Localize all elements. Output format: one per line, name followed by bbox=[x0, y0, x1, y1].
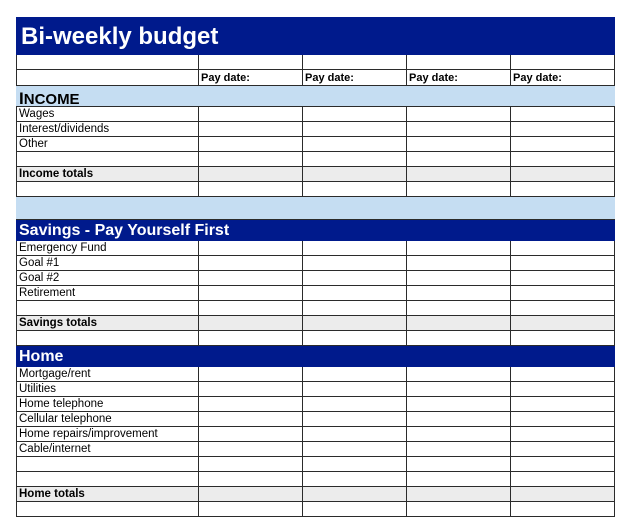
cell[interactable] bbox=[303, 107, 407, 122]
pay-date-header-1: Pay date: bbox=[199, 70, 303, 86]
cell[interactable] bbox=[511, 241, 615, 256]
cell[interactable] bbox=[511, 397, 615, 412]
cell[interactable] bbox=[407, 167, 511, 182]
cell[interactable] bbox=[511, 412, 615, 427]
savings-row bbox=[17, 286, 615, 301]
income-heading-initial: I bbox=[19, 89, 24, 107]
cell[interactable] bbox=[511, 182, 615, 197]
header-label-cell bbox=[17, 70, 199, 86]
income-totals-label: Income totals bbox=[17, 167, 199, 182]
cell[interactable] bbox=[199, 55, 303, 70]
home-totals-label: Home totals bbox=[17, 487, 199, 502]
cell[interactable] bbox=[17, 182, 199, 197]
blank-row bbox=[17, 55, 615, 70]
cell[interactable] bbox=[199, 167, 303, 182]
savings-totals-row bbox=[17, 316, 615, 331]
income-row bbox=[17, 137, 615, 152]
income-heading bbox=[17, 86, 615, 107]
cell[interactable] bbox=[17, 502, 199, 517]
cell[interactable] bbox=[303, 167, 407, 182]
title-row bbox=[17, 18, 615, 55]
cell[interactable] bbox=[199, 472, 303, 487]
income-heading-rest: NCOME bbox=[23, 91, 80, 107]
home-row bbox=[17, 412, 615, 427]
home-heading-row bbox=[17, 346, 615, 367]
cell[interactable] bbox=[303, 457, 407, 472]
savings-item-label: Goal #1 bbox=[17, 256, 199, 271]
home-totals-row bbox=[17, 487, 615, 502]
cell[interactable] bbox=[511, 442, 615, 457]
cell[interactable] bbox=[199, 107, 303, 122]
cell[interactable] bbox=[511, 316, 615, 331]
blank-row bbox=[17, 152, 615, 167]
savings-item-label: Retirement bbox=[17, 286, 199, 301]
cell[interactable] bbox=[407, 472, 511, 487]
cell[interactable] bbox=[407, 316, 511, 331]
cell[interactable] bbox=[303, 122, 407, 137]
cell[interactable] bbox=[511, 256, 615, 271]
savings-heading-row bbox=[17, 220, 615, 241]
cell[interactable] bbox=[17, 55, 199, 70]
cell[interactable] bbox=[407, 301, 511, 316]
cell[interactable] bbox=[199, 137, 303, 152]
cell[interactable] bbox=[303, 397, 407, 412]
cell[interactable] bbox=[303, 301, 407, 316]
cell[interactable] bbox=[199, 397, 303, 412]
income-row bbox=[17, 107, 615, 122]
income-item-label: Wages bbox=[17, 107, 199, 122]
home-item-label: Utilities bbox=[17, 382, 199, 397]
pay-date-header-2: Pay date: bbox=[303, 70, 407, 86]
separator-band bbox=[17, 197, 615, 220]
cell[interactable] bbox=[407, 487, 511, 502]
cell[interactable] bbox=[303, 367, 407, 382]
cell[interactable] bbox=[407, 502, 511, 517]
cell[interactable] bbox=[199, 286, 303, 301]
cell[interactable] bbox=[17, 457, 199, 472]
cell[interactable] bbox=[303, 241, 407, 256]
cell[interactable] bbox=[303, 487, 407, 502]
cell[interactable] bbox=[303, 316, 407, 331]
cell[interactable] bbox=[511, 122, 615, 137]
blank-row bbox=[17, 331, 615, 346]
cell[interactable] bbox=[199, 182, 303, 197]
home-row bbox=[17, 442, 615, 457]
blank-row bbox=[17, 301, 615, 316]
cell[interactable] bbox=[17, 331, 199, 346]
cell[interactable] bbox=[199, 412, 303, 427]
cell[interactable] bbox=[407, 286, 511, 301]
income-item-label: Other bbox=[17, 137, 199, 152]
cell[interactable] bbox=[407, 152, 511, 167]
cell[interactable] bbox=[511, 427, 615, 442]
cell[interactable] bbox=[17, 152, 199, 167]
savings-heading: Savings - Pay Yourself First bbox=[17, 220, 615, 241]
home-item-label: Home repairs/improvement bbox=[17, 427, 199, 442]
cell[interactable] bbox=[199, 256, 303, 271]
cell[interactable] bbox=[303, 382, 407, 397]
cell[interactable] bbox=[303, 472, 407, 487]
cell[interactable] bbox=[303, 182, 407, 197]
home-item-label: Mortgage/rent bbox=[17, 367, 199, 382]
cell[interactable] bbox=[199, 442, 303, 457]
cell[interactable] bbox=[199, 487, 303, 502]
cell[interactable] bbox=[303, 137, 407, 152]
cell[interactable] bbox=[511, 137, 615, 152]
cell[interactable] bbox=[407, 412, 511, 427]
blank-row bbox=[17, 182, 615, 197]
cell[interactable] bbox=[407, 427, 511, 442]
cell[interactable] bbox=[511, 286, 615, 301]
cell[interactable] bbox=[511, 167, 615, 182]
income-row bbox=[17, 122, 615, 137]
cell[interactable] bbox=[303, 286, 407, 301]
budget-sheet bbox=[16, 17, 615, 517]
cell[interactable] bbox=[511, 457, 615, 472]
cell[interactable] bbox=[407, 367, 511, 382]
band-cell bbox=[17, 197, 615, 220]
home-item-label: Cable/internet bbox=[17, 442, 199, 457]
cell[interactable] bbox=[199, 502, 303, 517]
cell[interactable] bbox=[199, 122, 303, 137]
cell[interactable] bbox=[407, 182, 511, 197]
cell[interactable] bbox=[407, 241, 511, 256]
cell[interactable] bbox=[303, 331, 407, 346]
cell[interactable] bbox=[303, 412, 407, 427]
cell[interactable] bbox=[407, 55, 511, 70]
home-row bbox=[17, 367, 615, 382]
pay-date-header-row bbox=[17, 70, 615, 86]
cell[interactable] bbox=[407, 137, 511, 152]
cell[interactable] bbox=[199, 331, 303, 346]
cell[interactable] bbox=[407, 457, 511, 472]
cell[interactable] bbox=[511, 301, 615, 316]
cell[interactable] bbox=[511, 472, 615, 487]
home-item-label: Cellular telephone bbox=[17, 412, 199, 427]
savings-row bbox=[17, 241, 615, 256]
home-heading: Home bbox=[17, 346, 615, 367]
budget-table bbox=[16, 17, 615, 517]
cell[interactable] bbox=[407, 331, 511, 346]
home-row bbox=[17, 427, 615, 442]
cell[interactable] bbox=[303, 55, 407, 70]
cell[interactable] bbox=[407, 382, 511, 397]
cell[interactable] bbox=[407, 271, 511, 286]
cell[interactable] bbox=[17, 472, 199, 487]
sheet-title: Bi-weekly budget bbox=[17, 18, 615, 55]
income-totals-row bbox=[17, 167, 615, 182]
cell[interactable] bbox=[511, 487, 615, 502]
cell[interactable] bbox=[199, 271, 303, 286]
blank-row bbox=[17, 502, 615, 517]
blank-row bbox=[17, 457, 615, 472]
cell[interactable] bbox=[407, 107, 511, 122]
cell[interactable] bbox=[407, 256, 511, 271]
cell[interactable] bbox=[407, 397, 511, 412]
cell[interactable] bbox=[511, 367, 615, 382]
cell[interactable] bbox=[511, 502, 615, 517]
home-item-label: Home telephone bbox=[17, 397, 199, 412]
pay-date-header-3: Pay date: bbox=[407, 70, 511, 86]
cell[interactable] bbox=[303, 442, 407, 457]
cell[interactable] bbox=[17, 301, 199, 316]
cell[interactable] bbox=[511, 271, 615, 286]
cell[interactable] bbox=[303, 502, 407, 517]
cell[interactable] bbox=[511, 331, 615, 346]
income-item-label: Interest/dividends bbox=[17, 122, 199, 137]
cell[interactable] bbox=[407, 442, 511, 457]
savings-item-label: Goal #2 bbox=[17, 271, 199, 286]
cell[interactable] bbox=[199, 301, 303, 316]
cell[interactable] bbox=[199, 316, 303, 331]
cell[interactable] bbox=[407, 122, 511, 137]
home-row bbox=[17, 397, 615, 412]
cell[interactable] bbox=[511, 382, 615, 397]
savings-row bbox=[17, 271, 615, 286]
cell[interactable] bbox=[303, 152, 407, 167]
cell[interactable] bbox=[199, 427, 303, 442]
cell[interactable] bbox=[199, 367, 303, 382]
cell[interactable] bbox=[511, 152, 615, 167]
cell[interactable] bbox=[199, 152, 303, 167]
cell[interactable] bbox=[199, 382, 303, 397]
cell[interactable] bbox=[199, 457, 303, 472]
pay-date-header-4: Pay date: bbox=[511, 70, 615, 86]
blank-row bbox=[17, 472, 615, 487]
home-row bbox=[17, 382, 615, 397]
cell[interactable] bbox=[511, 107, 615, 122]
cell[interactable] bbox=[303, 256, 407, 271]
cell[interactable] bbox=[303, 271, 407, 286]
cell[interactable] bbox=[511, 55, 615, 70]
savings-item-label: Emergency Fund bbox=[17, 241, 199, 256]
cell[interactable] bbox=[303, 427, 407, 442]
cell[interactable] bbox=[199, 241, 303, 256]
savings-row bbox=[17, 256, 615, 271]
income-heading-row bbox=[17, 86, 615, 107]
savings-totals-label: Savings totals bbox=[17, 316, 199, 331]
